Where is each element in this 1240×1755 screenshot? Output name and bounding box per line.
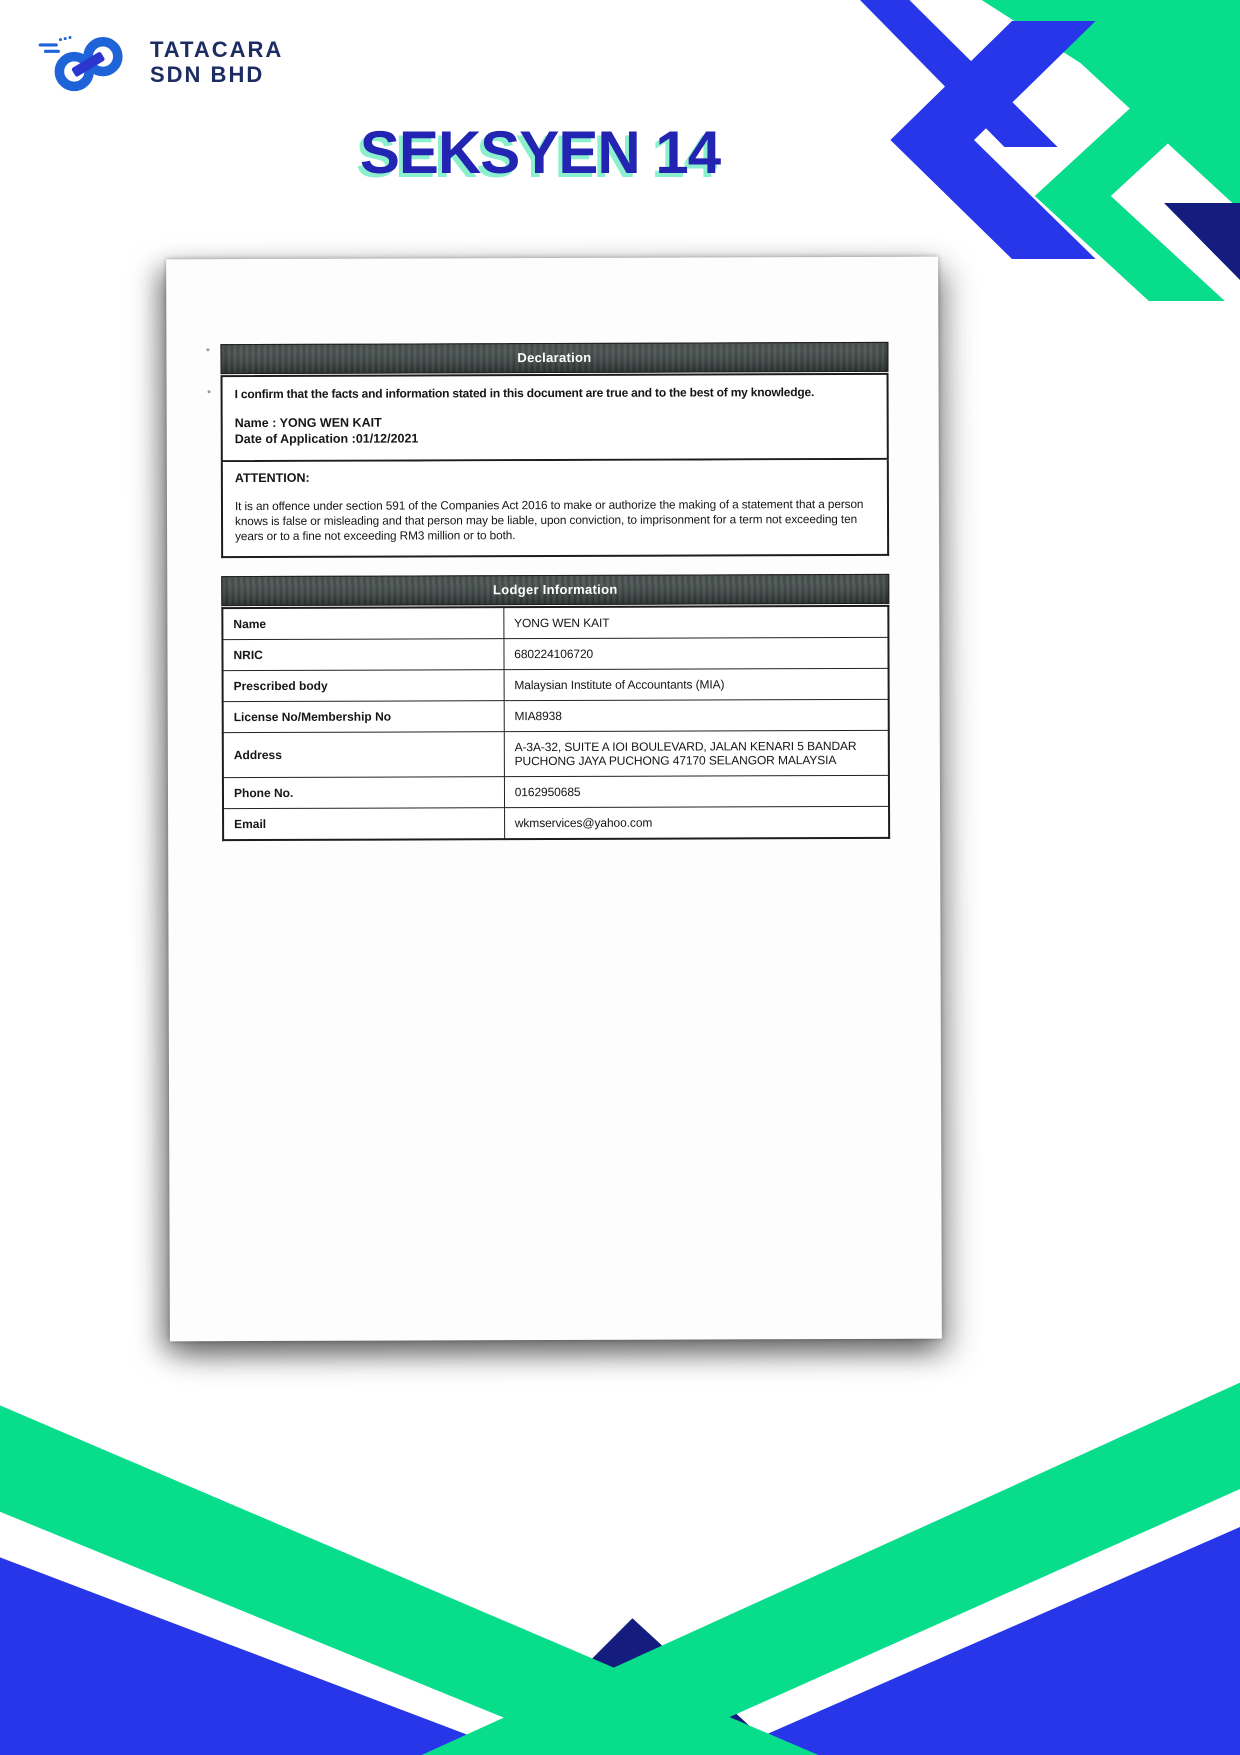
bottom-decoration xyxy=(0,1375,1240,1755)
brand-text xyxy=(150,38,283,87)
brand-name: TATACARA xyxy=(150,37,284,63)
row-value: 680224106720 xyxy=(504,637,889,669)
deco-bottom-blue-right xyxy=(0,1375,1240,1755)
declaration-confirmation-text: I confirm that the facts and information stated in this document are true and to the best of my knowledge. xyxy=(234,385,815,402)
table-row xyxy=(222,637,888,670)
row-label: Address xyxy=(223,731,504,777)
table-row xyxy=(223,806,889,840)
table-row xyxy=(223,668,889,701)
row-value: MIA8938 xyxy=(504,699,889,731)
brand-suffix: SDN BHD xyxy=(150,62,265,87)
row-value: 0162950685 xyxy=(504,775,889,807)
scan-speck xyxy=(208,390,211,393)
declaration-header: Declaration xyxy=(220,342,888,374)
brand-header xyxy=(36,32,283,94)
lodger-information-header: Lodger Information xyxy=(221,574,889,606)
row-value: wkmservices@yahoo.com xyxy=(504,806,889,839)
deco-bottom-green-right xyxy=(0,1375,1240,1755)
attention-box xyxy=(221,459,889,558)
deco-bottom-blue-left xyxy=(0,1375,1240,1755)
deco-bottom-green-left xyxy=(0,1375,1240,1755)
deco-bottom-navy-center xyxy=(0,1375,1240,1755)
row-value: A-3A-32, SUITE A IOI BOULEVARD, JALAN KENARI 5 BANDAR PUCHONG JAYA PUCHONG 47170 SELANGOR MALAYSIA xyxy=(504,730,889,776)
row-label: Prescribed body xyxy=(223,669,504,701)
table-row xyxy=(222,606,888,640)
table-row xyxy=(223,730,889,777)
scanned-document-content xyxy=(220,342,890,841)
attention-text: It is an offence under section 591 of the Companies Act 2016 to make or authorize the making of a statement that a person knows is false or misleading and that person may be liable, upon conviction, to imprisonment for a term not exceeding ten years or to a fine not exceeding RM3 million or to both. xyxy=(234,496,864,543)
row-value: Malaysian Institute of Accountants (MIA) xyxy=(504,668,889,700)
row-label: NRIC xyxy=(222,638,503,670)
page-title: SEKSYEN 14 xyxy=(359,119,721,186)
row-label: License No/Membership No xyxy=(223,700,504,732)
scan-speck xyxy=(206,348,209,351)
attention-label: ATTENTION: xyxy=(234,470,310,485)
declarant-name-line: Name : YONG WEN KAIT xyxy=(234,415,382,431)
row-label: Phone No. xyxy=(223,776,504,808)
application-date-line: Date of Application :01/12/2021 xyxy=(234,431,419,447)
scanned-document-page xyxy=(166,257,942,1342)
declaration-box xyxy=(221,373,889,462)
row-label: Email xyxy=(223,807,504,839)
logo-infinity-icon xyxy=(36,32,138,94)
table-row xyxy=(223,775,889,808)
table-row xyxy=(223,699,889,732)
row-value: YONG WEN KAIT xyxy=(504,606,889,639)
row-label: Name xyxy=(222,607,503,639)
lodger-information-table xyxy=(221,605,890,841)
